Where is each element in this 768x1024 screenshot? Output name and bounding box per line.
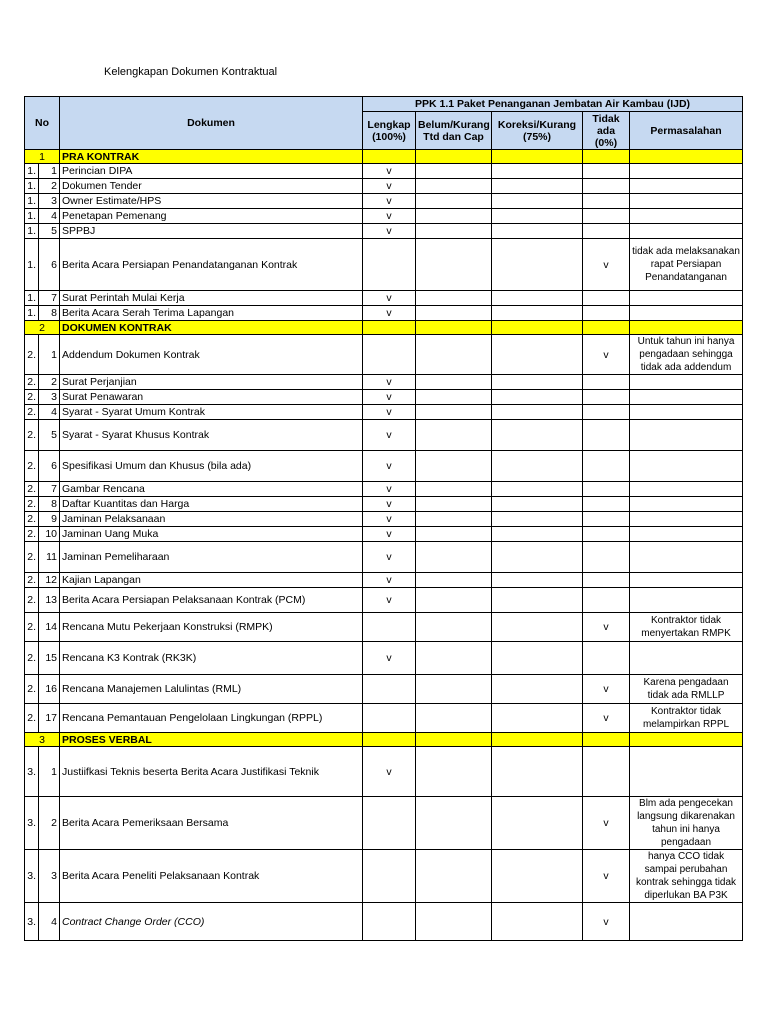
row-permasalahan (630, 451, 743, 482)
table-row (25, 405, 743, 420)
table-row (25, 194, 743, 209)
row-tidak-ada (583, 224, 630, 239)
table-row (25, 306, 743, 321)
row-number-major: 2. (25, 704, 39, 733)
row-belum (416, 451, 492, 482)
row-document: Rencana Manajemen Lalulintas (RML) (60, 675, 363, 704)
row-number-major: 2. (25, 675, 39, 704)
table-row (25, 542, 743, 573)
row-number-minor: 12 (39, 573, 60, 588)
row-number-minor: 9 (39, 512, 60, 527)
section-cell (583, 321, 630, 335)
section-cell (492, 321, 583, 335)
row-document: Penetapan Pemenang (60, 209, 363, 224)
row-number-minor: 3 (39, 194, 60, 209)
row-tidak-ada (583, 194, 630, 209)
table-row (25, 588, 743, 613)
row-lengkap: v (363, 512, 416, 527)
row-permasalahan: Kontraktor tidak menyertakan RMPK (630, 613, 743, 642)
row-number-major: 1. (25, 239, 39, 291)
row-koreksi (492, 239, 583, 291)
row-koreksi (492, 209, 583, 224)
row-koreksi (492, 390, 583, 405)
row-tidak-ada: v (583, 850, 630, 903)
row-lengkap: v (363, 588, 416, 613)
row-koreksi (492, 542, 583, 573)
table-row (25, 613, 743, 642)
row-lengkap (363, 335, 416, 375)
row-permasalahan (630, 747, 743, 797)
row-number-major: 3. (25, 747, 39, 797)
row-permasalahan (630, 420, 743, 451)
row-number-major: 3. (25, 850, 39, 903)
row-number-minor: 7 (39, 482, 60, 497)
row-document: Berita Acara Persiapan Penandatanganan Kontrak (60, 239, 363, 291)
row-permasalahan: Blm ada pengecekan langsung dikarenakan tahun ini hanya pengadaan (630, 797, 743, 850)
section-cell (363, 150, 416, 164)
row-belum (416, 179, 492, 194)
row-belum (416, 642, 492, 675)
row-koreksi (492, 420, 583, 451)
table-row (25, 390, 743, 405)
row-koreksi (492, 642, 583, 675)
table-row (25, 903, 743, 941)
row-belum (416, 675, 492, 704)
row-tidak-ada (583, 209, 630, 224)
row-lengkap: v (363, 451, 416, 482)
row-number-minor: 14 (39, 613, 60, 642)
header-belum: Belum/Kurang Ttd dan Cap (416, 112, 492, 150)
row-number-major: 2. (25, 451, 39, 482)
section-number: 1 (25, 150, 60, 164)
row-document: Rencana K3 Kontrak (RK3K) (60, 642, 363, 675)
row-belum (416, 482, 492, 497)
section-cell (630, 321, 743, 335)
row-document: Jaminan Pelaksanaan (60, 512, 363, 527)
row-permasalahan (630, 209, 743, 224)
document-title: Kelengkapan Dokumen Kontraktual (104, 66, 278, 78)
row-tidak-ada: v (583, 704, 630, 733)
row-lengkap: v (363, 497, 416, 512)
row-number-minor: 17 (39, 704, 60, 733)
row-tidak-ada (583, 306, 630, 321)
row-document: Syarat - Syarat Khusus Kontrak (60, 420, 363, 451)
row-permasalahan (630, 497, 743, 512)
section-number: 2 (25, 321, 60, 335)
table-row (25, 291, 743, 306)
row-koreksi (492, 451, 583, 482)
row-belum (416, 850, 492, 903)
row-number-minor: 2 (39, 375, 60, 390)
section-cell (492, 150, 583, 164)
row-koreksi (492, 291, 583, 306)
section-row (25, 321, 743, 335)
row-number-minor: 11 (39, 542, 60, 573)
row-number-major: 2. (25, 613, 39, 642)
row-number-major: 2. (25, 497, 39, 512)
section-cell (416, 150, 492, 164)
row-document: Jaminan Pemeliharaan (60, 542, 363, 573)
table-row (25, 747, 743, 797)
row-document: Daftar Kuantitas dan Harga (60, 497, 363, 512)
row-lengkap (363, 613, 416, 642)
row-koreksi (492, 850, 583, 903)
section-row (25, 733, 743, 747)
row-number-major: 2. (25, 375, 39, 390)
table-row (25, 497, 743, 512)
row-permasalahan: tidak ada melaksanakan rapat Persiapan Penandatanganan (630, 239, 743, 291)
row-permasalahan (630, 512, 743, 527)
row-permasalahan (630, 642, 743, 675)
section-cell (363, 733, 416, 747)
row-permasalahan: Karena pengadaan tidak ada RMLLP (630, 675, 743, 704)
row-document: Perincian DIPA (60, 164, 363, 179)
row-koreksi (492, 588, 583, 613)
row-number-minor: 15 (39, 642, 60, 675)
row-tidak-ada (583, 497, 630, 512)
row-permasalahan (630, 405, 743, 420)
row-number-major: 2. (25, 527, 39, 542)
row-belum (416, 512, 492, 527)
row-belum (416, 497, 492, 512)
row-number-minor: 1 (39, 335, 60, 375)
row-number-minor: 6 (39, 239, 60, 291)
row-document: Gambar Rencana (60, 482, 363, 497)
row-tidak-ada (583, 451, 630, 482)
row-tidak-ada (583, 179, 630, 194)
row-number-major: 2. (25, 542, 39, 573)
row-koreksi (492, 573, 583, 588)
row-number-minor: 4 (39, 903, 60, 941)
row-lengkap: v (363, 573, 416, 588)
row-koreksi (492, 375, 583, 390)
table-row (25, 675, 743, 704)
row-number-minor: 10 (39, 527, 60, 542)
table-row (25, 164, 743, 179)
row-tidak-ada (583, 642, 630, 675)
row-number-minor: 1 (39, 164, 60, 179)
table-row (25, 179, 743, 194)
row-belum (416, 704, 492, 733)
row-number-minor: 5 (39, 420, 60, 451)
row-number-major: 1. (25, 306, 39, 321)
row-belum (416, 164, 492, 179)
table-row (25, 239, 743, 291)
row-number-major: 2. (25, 573, 39, 588)
row-number-major: 2. (25, 390, 39, 405)
row-belum (416, 209, 492, 224)
row-tidak-ada: v (583, 797, 630, 850)
row-lengkap: v (363, 405, 416, 420)
row-lengkap: v (363, 375, 416, 390)
row-number-minor: 7 (39, 291, 60, 306)
row-belum (416, 375, 492, 390)
row-document: Berita Acara Peneliti Pelaksanaan Kontrak (60, 850, 363, 903)
row-lengkap (363, 239, 416, 291)
row-permasalahan (630, 542, 743, 573)
row-permasalahan (630, 482, 743, 497)
row-document: Addendum Dokumen Kontrak (60, 335, 363, 375)
row-permasalahan: Untuk tahun ini hanya pengadaan sehingga tidak ada addendum (630, 335, 743, 375)
row-belum (416, 588, 492, 613)
row-permasalahan (630, 375, 743, 390)
header-lengkap: Lengkap (100%) (363, 112, 416, 150)
row-lengkap: v (363, 642, 416, 675)
table-row (25, 527, 743, 542)
row-koreksi (492, 675, 583, 704)
row-tidak-ada: v (583, 239, 630, 291)
row-permasalahan (630, 291, 743, 306)
row-permasalahan (630, 164, 743, 179)
header-group: PPK 1.1 Paket Penanganan Jembatan Air Kambau (IJD) (363, 97, 743, 112)
row-tidak-ada (583, 573, 630, 588)
row-number-major: 3. (25, 903, 39, 941)
row-koreksi (492, 797, 583, 850)
row-permasalahan: Kontraktor tidak melampirkan RPPL (630, 704, 743, 733)
row-koreksi (492, 405, 583, 420)
row-number-major: 1. (25, 291, 39, 306)
row-number-minor: 5 (39, 224, 60, 239)
row-number-minor: 3 (39, 390, 60, 405)
header-dokumen: Dokumen (60, 97, 363, 150)
section-cell (583, 733, 630, 747)
row-document: Surat Penawaran (60, 390, 363, 405)
row-lengkap (363, 903, 416, 941)
section-cell (583, 150, 630, 164)
section-label: DOKUMEN KONTRAK (60, 321, 363, 335)
row-document: Berita Acara Serah Terima Lapangan (60, 306, 363, 321)
row-document: Surat Perintah Mulai Kerja (60, 291, 363, 306)
row-permasalahan (630, 179, 743, 194)
section-cell (492, 733, 583, 747)
row-number-minor: 2 (39, 179, 60, 194)
row-number-minor: 2 (39, 797, 60, 850)
row-number-major: 1. (25, 179, 39, 194)
row-belum (416, 542, 492, 573)
row-number-major: 2. (25, 642, 39, 675)
row-number-major: 3. (25, 797, 39, 850)
row-belum (416, 239, 492, 291)
row-lengkap: v (363, 527, 416, 542)
row-lengkap: v (363, 747, 416, 797)
row-permasalahan (630, 194, 743, 209)
table-row (25, 224, 743, 239)
row-koreksi (492, 512, 583, 527)
row-tidak-ada: v (583, 613, 630, 642)
section-cell (630, 150, 743, 164)
row-lengkap (363, 850, 416, 903)
row-koreksi (492, 704, 583, 733)
row-tidak-ada (583, 512, 630, 527)
row-belum (416, 306, 492, 321)
row-document: Dokumen Tender (60, 179, 363, 194)
row-permasalahan: hanya CCO tidak sampai perubahan kontrak sehingga tidak diperlukan BA P3K (630, 850, 743, 903)
row-koreksi (492, 306, 583, 321)
row-number-major: 2. (25, 335, 39, 375)
row-lengkap: v (363, 482, 416, 497)
table-row (25, 573, 743, 588)
row-tidak-ada (583, 747, 630, 797)
row-permasalahan (630, 390, 743, 405)
row-number-major: 1. (25, 194, 39, 209)
row-number-minor: 16 (39, 675, 60, 704)
table-row (25, 375, 743, 390)
row-belum (416, 613, 492, 642)
row-belum (416, 405, 492, 420)
row-koreksi (492, 224, 583, 239)
table-row (25, 797, 743, 850)
row-number-major: 2. (25, 420, 39, 451)
row-belum (416, 747, 492, 797)
row-lengkap (363, 797, 416, 850)
row-lengkap: v (363, 164, 416, 179)
table-row (25, 209, 743, 224)
row-belum (416, 903, 492, 941)
row-tidak-ada (583, 390, 630, 405)
row-document: Berita Acara Persiapan Pelaksanaan Kontrak (PCM) (60, 588, 363, 613)
row-permasalahan (630, 588, 743, 613)
table-row (25, 850, 743, 903)
header-permasalahan: Permasalahan (630, 112, 743, 150)
row-lengkap: v (363, 209, 416, 224)
row-document: Surat Perjanjian (60, 375, 363, 390)
row-number-minor: 4 (39, 405, 60, 420)
row-number-minor: 8 (39, 306, 60, 321)
row-koreksi (492, 179, 583, 194)
row-document: SPPBJ (60, 224, 363, 239)
row-number-major: 2. (25, 588, 39, 613)
row-number-minor: 4 (39, 209, 60, 224)
row-permasalahan (630, 903, 743, 941)
row-number-minor: 1 (39, 747, 60, 797)
row-belum (416, 291, 492, 306)
row-document: Rencana Pemantauan Pengelolaan Lingkungan (RPPL) (60, 704, 363, 733)
row-koreksi (492, 527, 583, 542)
section-number: 3 (25, 733, 60, 747)
row-document: Spesifikasi Umum dan Khusus (bila ada) (60, 451, 363, 482)
row-permasalahan (630, 224, 743, 239)
row-lengkap: v (363, 291, 416, 306)
table-row (25, 482, 743, 497)
row-belum (416, 390, 492, 405)
row-lengkap: v (363, 420, 416, 451)
table-row (25, 704, 743, 733)
row-document: Justiifkasi Teknis beserta Berita Acara Justifikasi Teknik (60, 747, 363, 797)
row-lengkap: v (363, 390, 416, 405)
row-permasalahan (630, 306, 743, 321)
row-lengkap: v (363, 542, 416, 573)
row-belum (416, 797, 492, 850)
row-koreksi (492, 335, 583, 375)
row-number-minor: 13 (39, 588, 60, 613)
row-tidak-ada (583, 588, 630, 613)
row-koreksi (492, 903, 583, 941)
row-number-minor: 3 (39, 850, 60, 903)
table-body (25, 150, 743, 941)
row-number-major: 1. (25, 224, 39, 239)
row-number-major: 2. (25, 482, 39, 497)
section-row (25, 150, 743, 164)
row-number-minor: 6 (39, 451, 60, 482)
row-tidak-ada (583, 542, 630, 573)
header-no: No (25, 97, 60, 150)
section-label: PROSES VERBAL (60, 733, 363, 747)
section-cell (416, 321, 492, 335)
row-number-major: 2. (25, 405, 39, 420)
row-belum (416, 527, 492, 542)
row-tidak-ada (583, 420, 630, 451)
row-document: Rencana Mutu Pekerjaan Konstruksi (RMPK) (60, 613, 363, 642)
row-belum (416, 335, 492, 375)
table-row (25, 512, 743, 527)
table-row (25, 420, 743, 451)
table-row (25, 335, 743, 375)
row-tidak-ada: v (583, 335, 630, 375)
row-document: Owner Estimate/HPS (60, 194, 363, 209)
row-lengkap: v (363, 179, 416, 194)
row-permasalahan (630, 573, 743, 588)
section-cell (630, 733, 743, 747)
row-lengkap (363, 675, 416, 704)
row-tidak-ada (583, 527, 630, 542)
row-tidak-ada (583, 482, 630, 497)
section-cell (363, 321, 416, 335)
table-row (25, 451, 743, 482)
section-cell (416, 733, 492, 747)
row-koreksi (492, 613, 583, 642)
row-lengkap: v (363, 194, 416, 209)
row-document: Jaminan Uang Muka (60, 527, 363, 542)
row-number-major: 1. (25, 209, 39, 224)
header-koreksi: Koreksi/Kurang (75%) (492, 112, 583, 150)
row-tidak-ada (583, 405, 630, 420)
row-tidak-ada: v (583, 903, 630, 941)
row-koreksi (492, 747, 583, 797)
row-number-minor: 8 (39, 497, 60, 512)
row-koreksi (492, 194, 583, 209)
row-tidak-ada (583, 375, 630, 390)
row-tidak-ada (583, 164, 630, 179)
header-tidak: Tidak ada (0%) (583, 112, 630, 150)
document-checklist-table (24, 96, 743, 941)
row-document: Berita Acara Pemeriksaan Bersama (60, 797, 363, 850)
row-document: Contract Change Order (CCO) (60, 903, 363, 941)
row-number-major: 2. (25, 512, 39, 527)
row-number-major: 1. (25, 164, 39, 179)
row-document: Kajian Lapangan (60, 573, 363, 588)
row-koreksi (492, 164, 583, 179)
row-permasalahan (630, 527, 743, 542)
row-lengkap (363, 704, 416, 733)
row-belum (416, 194, 492, 209)
row-belum (416, 224, 492, 239)
row-lengkap: v (363, 224, 416, 239)
table-row (25, 642, 743, 675)
row-koreksi (492, 497, 583, 512)
row-document: Syarat - Syarat Umum Kontrak (60, 405, 363, 420)
row-belum (416, 420, 492, 451)
row-lengkap: v (363, 306, 416, 321)
row-koreksi (492, 482, 583, 497)
row-belum (416, 573, 492, 588)
row-tidak-ada: v (583, 675, 630, 704)
section-label: PRA KONTRAK (60, 150, 363, 164)
row-tidak-ada (583, 291, 630, 306)
